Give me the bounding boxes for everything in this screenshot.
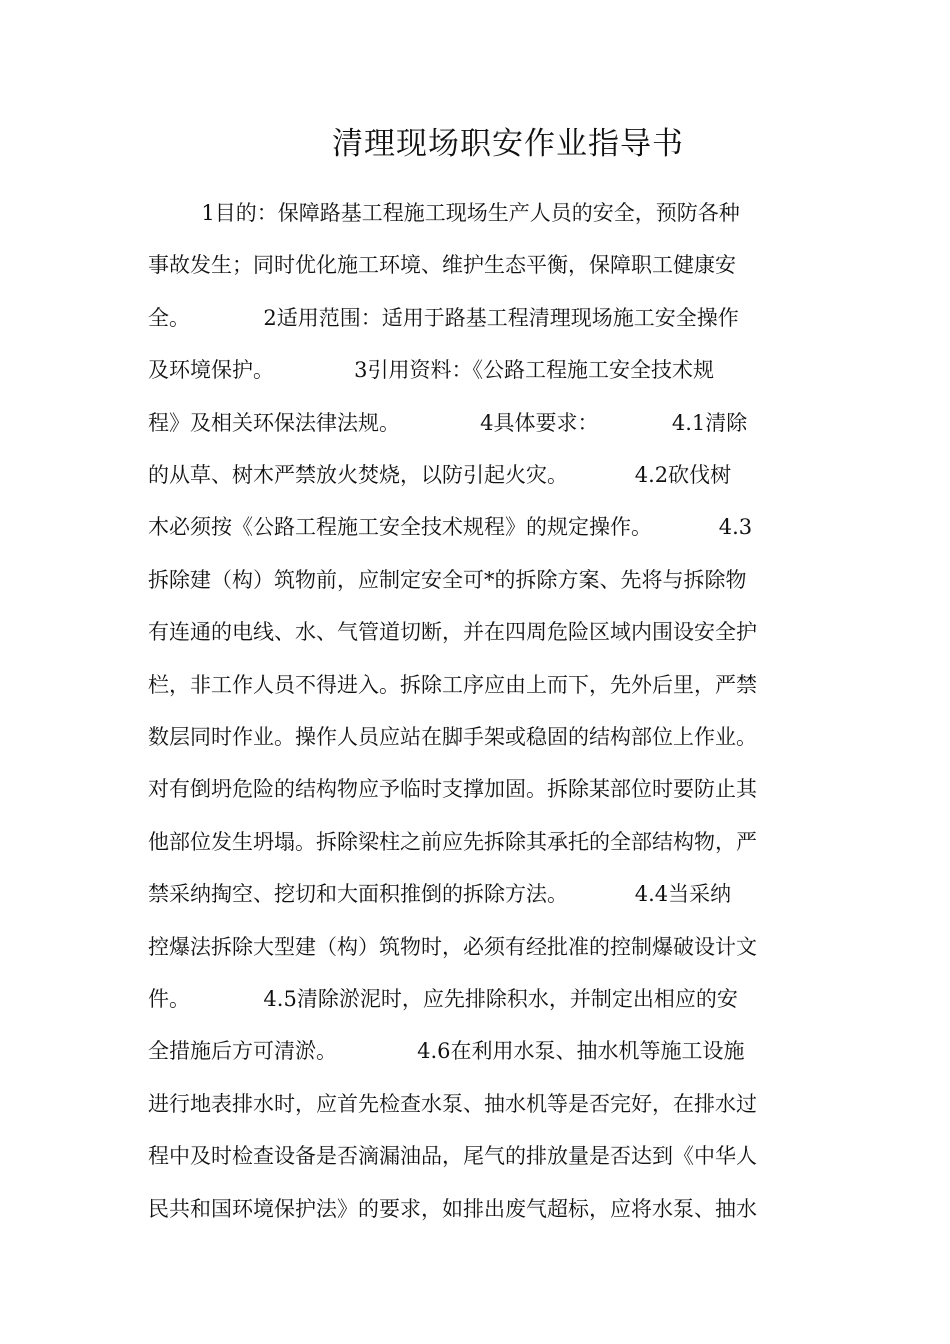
body-line-7: 木必须按《公路工程施工安全技术规程》的规定操作。 4.3 bbox=[148, 515, 753, 539]
body-line-5: 程》及相关环保法律法规。 4具体要求： 4.1清除 bbox=[148, 411, 748, 435]
body-line-13: 他部位发生坍塌。拆除梁柱之前应先拆除其承托的全部结构物，严 bbox=[148, 830, 757, 854]
body-line-11: 数层同时作业。操作人员应站在脚手架或稳固的结构部位上作业。 bbox=[148, 725, 757, 749]
body-line-8: 拆除建（构）筑物前，应制定安全可*的拆除方案、先将与拆除物 bbox=[148, 568, 747, 592]
body-line-1: 1目的：保障路基工程施工现场生产人员的安全，预防各种 bbox=[148, 201, 740, 225]
body-line-14: 禁采纳掏空、挖切和大面积推倒的拆除方法。 4.4当采纳 bbox=[148, 882, 732, 906]
body-line-3: 全。 2适用范围：适用于路基工程清理现场施工安全操作 bbox=[148, 306, 739, 330]
body-line-2: 事故发生；同时优化施工环境、维护生态平衡，保障职工健康安 bbox=[148, 253, 736, 277]
body-line-17: 全措施后方可清淤。 4.6在利用水泵、抽水机等施工设施 bbox=[148, 1039, 745, 1063]
body-line-6: 的从草、树木严禁放火焚烧，以防引起火灾。 4.2砍伐树 bbox=[148, 463, 732, 487]
body-line-12: 对有倒坍危险的结构物应予临时支撑加固。拆除某部位时要防止其 bbox=[148, 777, 757, 801]
body-line-4: 及环境保护。 3引用资料：《公路工程施工安全技术规 bbox=[148, 358, 714, 382]
body-line-19: 程中及时检查设备是否滴漏油品，尾气的排放量是否达到《中华人 bbox=[148, 1144, 757, 1168]
body-line-16: 件。 4.5清除淤泥时，应先排除积水，并制定出相应的安 bbox=[148, 987, 738, 1011]
page-title: 清理现场职安作业指导书 bbox=[332, 126, 684, 162]
body-line-18: 进行地表排水时，应首先检查水泵、抽水机等是否完好，在排水过 bbox=[148, 1092, 757, 1116]
body-line-15: 控爆法拆除大型建（构）筑物时，必须有经批准的控制爆破设计文 bbox=[148, 935, 757, 959]
body-line-10: 栏，非工作人员不得进入。拆除工序应由上而下，先外后里，严禁 bbox=[148, 673, 757, 697]
body-line-20: 民共和国环境保护法》的要求，如排出废气超标，应将水泵、抽水 bbox=[148, 1197, 757, 1221]
body-line-9: 有连通的电线、水、气管道切断，并在四周危险区域内围设安全护 bbox=[148, 620, 757, 644]
